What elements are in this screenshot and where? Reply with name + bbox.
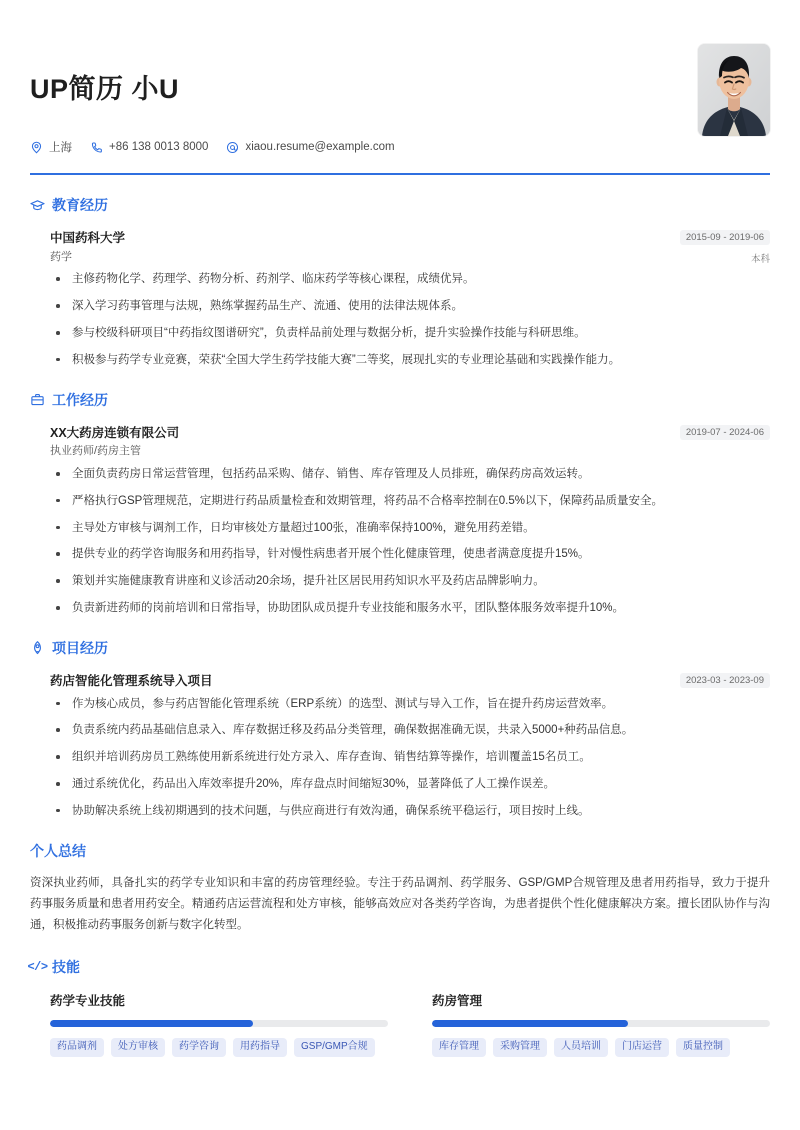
skill-tag: 处方审核 — [111, 1038, 165, 1057]
list-item: 全面负责药房日常运营管理，包括药品采购、储存、销售、库存管理及人员排班，确保药房高效运转。 — [50, 466, 770, 484]
project-entry — [30, 672, 770, 821]
skill-tag: 库存管理 — [432, 1038, 486, 1057]
skill-tag: 质量控制 — [676, 1038, 730, 1057]
contact-phone-text: +86 138 0013 8000 — [109, 141, 209, 154]
list-item: 参与校级科研项目“中药指纹图谱研究”，负责样品前处理与数据分析，提升实验操作技能与科研思维。 — [50, 325, 770, 343]
contact-row — [30, 139, 770, 155]
location-pin-icon — [30, 141, 43, 154]
project-date-badge: 2023-03 - 2023-09 — [680, 673, 770, 688]
work-entry-head — [50, 424, 770, 461]
skill-tag: 门店运营 — [615, 1038, 669, 1057]
contact-email-text: xiaou.resume@example.com — [245, 141, 395, 154]
skill-tag: 药品调剂 — [50, 1038, 104, 1057]
section-title-summary: 个人总结 — [30, 842, 86, 859]
rocket-icon — [30, 640, 45, 655]
list-item: 积极参与药学专业竞赛，荣获“全国大学生药学技能大赛”二等奖，展现扎实的专业理论基础和实践操作能力。 — [50, 352, 770, 370]
education-degree: 本科 — [750, 254, 770, 266]
skill-tag: 采购管理 — [493, 1038, 547, 1057]
list-item: 作为核心成员，参与药店智能化管理系统（ERP系统）的选型、测试与导入工作，旨在提升药房运营效率。 — [50, 696, 770, 714]
list-item: 负责新进药师的岗前培训和日常指导，协助团队成员提升专业技能和服务水平，团队整体服务效率提升10%。 — [50, 600, 770, 618]
skill-progress-track — [432, 1020, 770, 1027]
skill-group-0 — [30, 991, 388, 1057]
list-item: 协助解决系统上线初期遇到的技术问题，与供应商进行有效沟通，确保系统平稳运行，项目按时上线。 — [50, 803, 770, 821]
skill-progress-fill — [50, 1020, 253, 1027]
section-header-education — [30, 195, 770, 215]
email-at-icon — [226, 141, 239, 154]
section-education — [30, 195, 770, 370]
skill-group-name: 药学专业技能 — [50, 993, 126, 1008]
list-item: 通过系统优化，药品出入库效率提升20%，库存盘点时间缩短30%，显著降低了人工操作误差。 — [50, 776, 770, 794]
list-item: 主修药物化学、药理学、药物分析、药剂学、临床药学等核心课程，成绩优异。 — [50, 271, 770, 289]
project-bullets — [50, 696, 770, 821]
education-school: 中国药科大学 — [50, 231, 126, 246]
section-header-projects — [30, 638, 770, 658]
work-date-badge: 2019-07 - 2024-06 — [680, 425, 770, 440]
skill-tag: 药学咨询 — [172, 1038, 226, 1057]
graduation-cap-icon — [30, 198, 45, 213]
section-title-projects: 项目经历 — [52, 639, 108, 656]
skill-tag-row — [432, 1038, 770, 1057]
skill-progress-track — [50, 1020, 388, 1027]
education-entry-head — [50, 229, 770, 266]
project-entry-head — [50, 672, 770, 691]
work-entry — [30, 424, 770, 618]
briefcase-icon — [30, 392, 45, 407]
project-name: 药店智能化管理系统导入项目 — [50, 673, 213, 688]
list-item: 提供专业的药学咨询服务和用药指导，针对慢性病患者开展个性化健康管理，使患者满意度提升15%。 — [50, 546, 770, 564]
section-summary — [30, 841, 770, 937]
skill-tag-row — [50, 1038, 388, 1057]
phone-icon — [90, 141, 103, 154]
education-major: 药学 — [50, 250, 72, 263]
contact-phone — [90, 141, 208, 154]
contact-location — [30, 139, 72, 155]
list-item: 严格执行GSP管理规范，定期进行药品质量检查和效期管理，将药品不合格率控制在0.5%以下，保障药品质量安全。 — [50, 493, 770, 511]
skill-tag: 人员培训 — [554, 1038, 608, 1057]
education-entry — [30, 229, 770, 370]
code-icon: </> — [27, 959, 48, 974]
section-title-skills: 技能 — [52, 958, 80, 975]
list-item: 主导处方审核与调剂工作，日均审核处方量超过100张，准确率保持100%，避免用药差错。 — [50, 520, 770, 538]
list-item: 策划并实施健康教育讲座和义诊活动20余场，提升社区居民用药知识水平及药店品牌影响力。 — [50, 573, 770, 591]
section-header-skills — [27, 957, 770, 977]
work-role: 执业药师/药房主管 — [50, 445, 142, 458]
education-date-badge: 2015-09 - 2019-06 — [680, 230, 770, 245]
work-company: XX大药房连锁有限公司 — [50, 425, 180, 440]
skill-tag: 用药指导 — [233, 1038, 287, 1057]
section-work — [30, 390, 770, 618]
avatar — [698, 44, 770, 136]
contact-email — [226, 141, 394, 154]
list-item: 组织并培训药房员工熟练使用新系统进行处方录入、库存查询、销售结算等操作，培训覆盖15名员工。 — [50, 749, 770, 767]
education-bullets — [50, 271, 770, 369]
resume-header — [30, 0, 770, 175]
summary-text: 资深执业药师，具备扎实的药学专业知识和丰富的药房管理经验。专注于药品调剂、药学服务、GSP/GMP合规管理及患者用药指导，致力于提升药事服务质量和患者用药安全。精通药店运营流程和处方审核，能够高效应对各类药学咨询，为患者提供个性化健康解决方案。擅长团队协作与沟通，积极推动药事服务创新与数字化转型。 — [30, 876, 770, 932]
list-item: 深入学习药事管理与法规，熟练掌握药品生产、流通、使用的法律法规体系。 — [50, 298, 770, 316]
page-title: UP简历 小U — [30, 74, 180, 104]
skills-grid — [30, 991, 770, 1057]
header-divider — [30, 173, 770, 175]
section-title-work: 工作经历 — [52, 391, 108, 408]
skill-group-name: 药房管理 — [432, 993, 483, 1008]
contact-location-text: 上海 — [49, 142, 72, 155]
skill-progress-fill — [432, 1020, 628, 1027]
section-title-education: 教育经历 — [52, 197, 108, 214]
section-header-work — [30, 390, 770, 410]
skill-group-1 — [412, 991, 770, 1057]
list-item: 负责系统内药品基础信息录入、库存数据迁移及药品分类管理，确保数据准确无误，共录入5000+种药品信息。 — [50, 722, 770, 740]
section-projects — [30, 638, 770, 821]
section-skills — [27, 957, 770, 1057]
skill-tag: GSP/GMP合规 — [294, 1038, 375, 1057]
work-bullets — [50, 466, 770, 618]
